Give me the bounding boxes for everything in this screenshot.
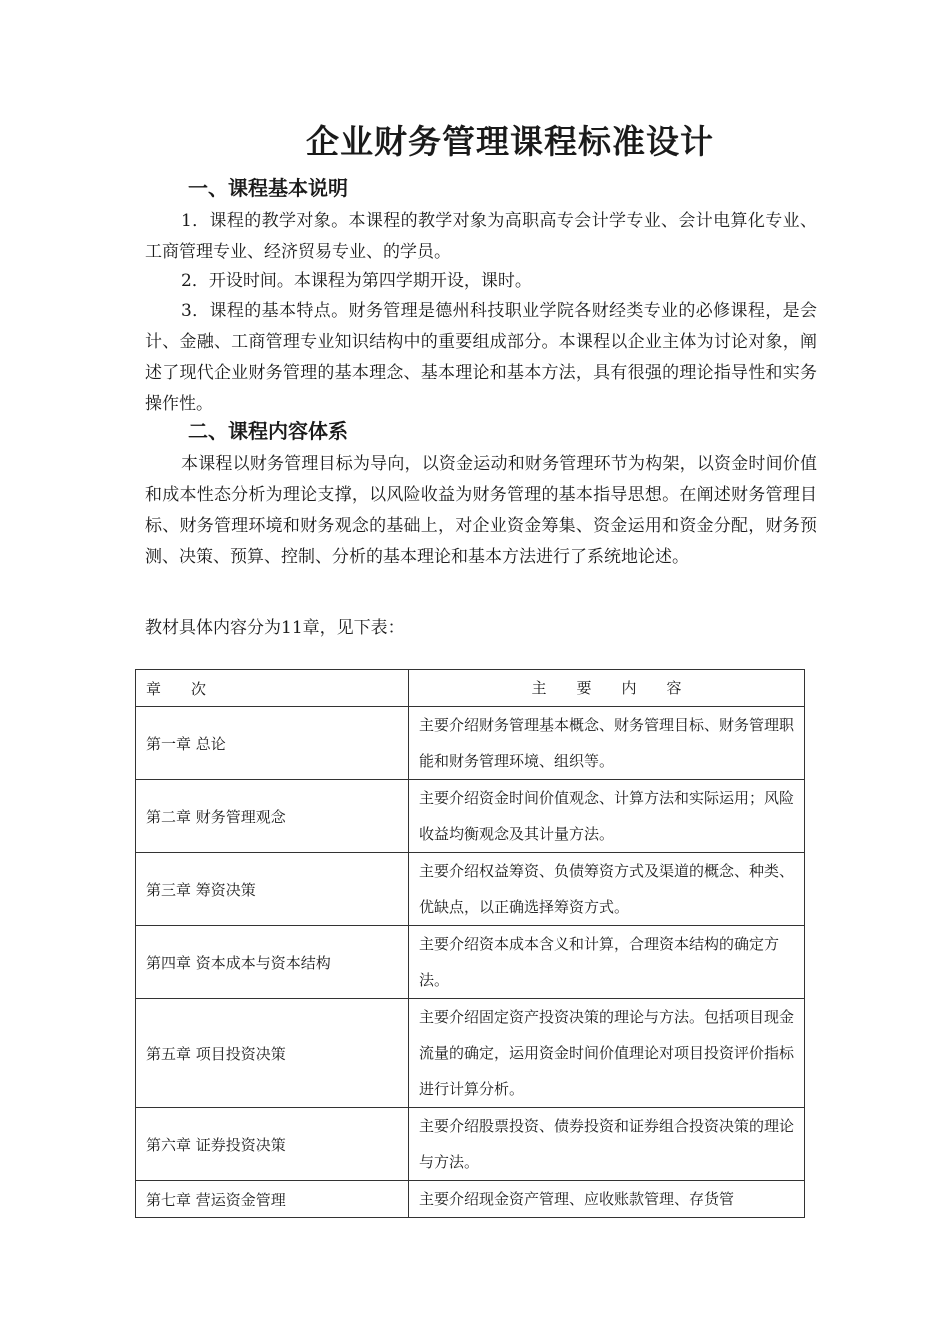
paragraph-teaching-object: 1．课程的教学对象。本课程的教学对象为高职高专会计学专业、会计电算化专业、工商管理专业、经济贸易专业、的学员。: [145, 211, 817, 262]
content-cell: 主要介绍固定资产投资决策的理论与方法。包括项目现金流量的确定，运用资金时间价值理论对项目投资评价指标进行计算分析。: [409, 999, 805, 1108]
table-row: [136, 1181, 805, 1218]
chapter-cell: 第五章 项目投资决策: [136, 999, 409, 1108]
content-cell: 主要介绍权益筹资、负债筹资方式及渠道的概念、种类、优缺点，以正确选择筹资方式。: [409, 853, 805, 926]
table-row: [136, 780, 805, 853]
table-row: [136, 707, 805, 780]
paragraph-content-overview: 本课程以财务管理目标为导向，以资金运动和财务管理环节为构架，以资金时间价值和成本性态分析为理论支撑，以风险收益为财务管理的基本指导思想。在阐述财务管理目标、财务管理环境和财务观念的基础上，对企业资金筹集、资金运用和资金分配，财务预测、决策、预算、控制、分析的基本理论和基本方法进行了系统地论述。: [145, 454, 817, 567]
content-cell: 主要介绍现金资产管理、应收账款管理、存货管: [409, 1181, 805, 1218]
section-heading-basic-info: 一、课程基本说明: [188, 176, 348, 200]
table-header-row: [136, 670, 805, 707]
table-row: [136, 853, 805, 926]
paragraph-start-time: 2．开设时间。本课程为第四学期开设，课时。: [181, 271, 532, 291]
content-cell: 主要介绍财务管理基本概念、财务管理目标、财务管理职能和财务管理环境、组织等。: [409, 707, 805, 780]
table-row: [136, 926, 805, 999]
chapter-content-table: [135, 669, 805, 1218]
content-cell: 主要介绍股票投资、债券投资和证券组合投资决策的理论与方法。: [409, 1108, 805, 1181]
chapter-cell: 第四章 资本成本与资本结构: [136, 926, 409, 999]
chapter-cell: 第六章 证券投资决策: [136, 1108, 409, 1181]
chapter-cell: 第一章 总论: [136, 707, 409, 780]
page-title: 企业财务管理课程标准设计: [306, 122, 714, 161]
chapter-cell: 第二章 财务管理观念: [136, 780, 409, 853]
chapter-cell: 第七章 营运资金管理: [136, 1181, 409, 1218]
content-cell: 主要介绍资金时间价值观念、计算方法和实际运用；风险收益均衡观念及其计量方法。: [409, 780, 805, 853]
content-cell: 主要介绍资本成本含义和计算，合理资本结构的确定方法。: [409, 926, 805, 999]
chapter-cell: 第三章 筹资决策: [136, 853, 409, 926]
table-row: [136, 1108, 805, 1181]
table-header-chapter: 章 次: [136, 670, 409, 707]
paragraph-course-features: 3．课程的基本特点。财务管理是德州科技职业学院各财经类专业的必修课程，是会计、金融、工商管理专业知识结构中的重要组成部分。本课程以企业主体为讨论对象，阐述了现代企业财务管理的基本理念、基本理论和基本方法，具有很强的理论指导性和实务操作性。: [145, 301, 817, 414]
table-row: [136, 999, 805, 1108]
section-heading-content-system: 二、课程内容体系: [188, 419, 348, 443]
table-header-content: 主 要 内 容: [409, 670, 805, 707]
paragraph-table-intro: 教材具体内容分为11章，见下表：: [145, 618, 405, 638]
